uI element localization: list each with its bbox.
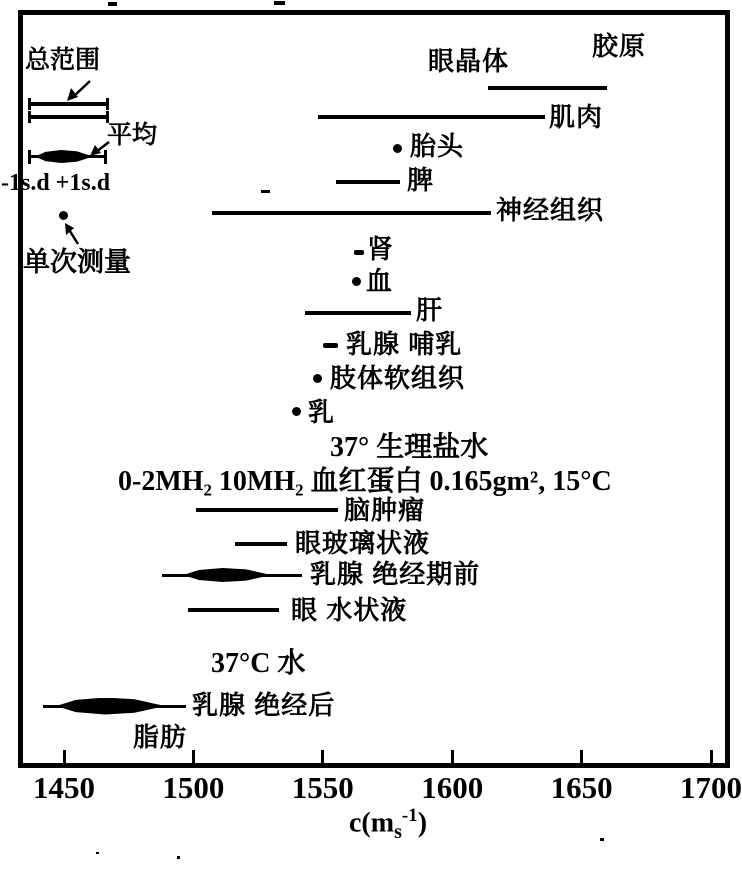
- series-label-eye-lens: 眼晶体: [428, 46, 510, 76]
- x-tick-1650: [580, 750, 583, 763]
- series-label-brain-tumor: 脑肿瘤: [344, 495, 426, 525]
- x-tick-label-1700: 1700: [680, 770, 742, 805]
- x-axis-title-text: ): [417, 807, 428, 839]
- x-tick-label-1550: 1550: [291, 770, 354, 805]
- scan-speck: [177, 856, 180, 859]
- series-label-breast-postmenopausal: 乳腺 绝经后: [192, 690, 336, 720]
- x-tick-1500: [192, 750, 195, 763]
- x-tick-1450: [63, 750, 66, 763]
- series-label-collagen: 胶原: [592, 31, 647, 61]
- legend-mean-label: 平均: [107, 121, 158, 149]
- series-label-kidney: 肾: [367, 234, 395, 264]
- series-label-nerve-tissue: 神经组织: [496, 195, 605, 225]
- series-label-breast-lactating: 乳腺 哺乳: [346, 329, 463, 359]
- scan-speck: [274, 1, 285, 5]
- scan-speck: [96, 852, 99, 854]
- scan-speck: [261, 190, 270, 193]
- series-label-liver: 肝: [416, 295, 444, 325]
- legend-single-label: 单次测量: [23, 247, 131, 277]
- x-tick-label-1600: 1600: [421, 770, 484, 805]
- x-axis-title: [298, 806, 478, 842]
- x-axis-title-subscript: s: [394, 820, 402, 843]
- series-label-blood: 血: [366, 266, 394, 296]
- series-label-milk: 乳: [308, 397, 336, 427]
- legend-sd-label: -1s.d +1s.d: [1, 170, 111, 196]
- series-label-muscle: 肌肉: [549, 102, 604, 132]
- series-label-limb-soft-tissue: 肢体软组织: [330, 363, 466, 393]
- x-axis-title-text: c(m: [348, 807, 395, 839]
- x-tick-1700: [710, 750, 713, 763]
- series-label-aqueous-humor: 眼 水状液: [291, 595, 408, 625]
- series-label-hemoglobin: 0-2MH₂ 10MH₂ 血红蛋白 0.165gm², 15°C: [118, 466, 612, 497]
- series-label-water-37: 37°C 水: [211, 648, 306, 679]
- series-label-saline-37: 37° 生理盐水: [330, 432, 489, 463]
- x-tick-1600: [451, 750, 454, 763]
- x-tick-label-1500: 1500: [162, 770, 225, 805]
- scan-speck: [108, 2, 117, 6]
- series-label-fat: 脂肪: [133, 722, 188, 752]
- series-label-breast-premenopausal: 乳腺 绝经期前: [310, 559, 481, 589]
- series-label-vitreous-humor: 眼玻璃状液: [295, 528, 431, 558]
- series-label-spleen: 脾: [407, 165, 435, 195]
- x-axis-title-superscript: -1: [401, 805, 418, 826]
- series-label-fetal-head: 胎头: [410, 131, 465, 161]
- scan-speck: [600, 838, 604, 841]
- x-tick-1550: [321, 750, 324, 763]
- x-tick-label-1650: 1650: [550, 770, 613, 805]
- legend-total-range-label: 总范围: [25, 46, 101, 74]
- x-tick-label-1450: 1450: [33, 770, 95, 805]
